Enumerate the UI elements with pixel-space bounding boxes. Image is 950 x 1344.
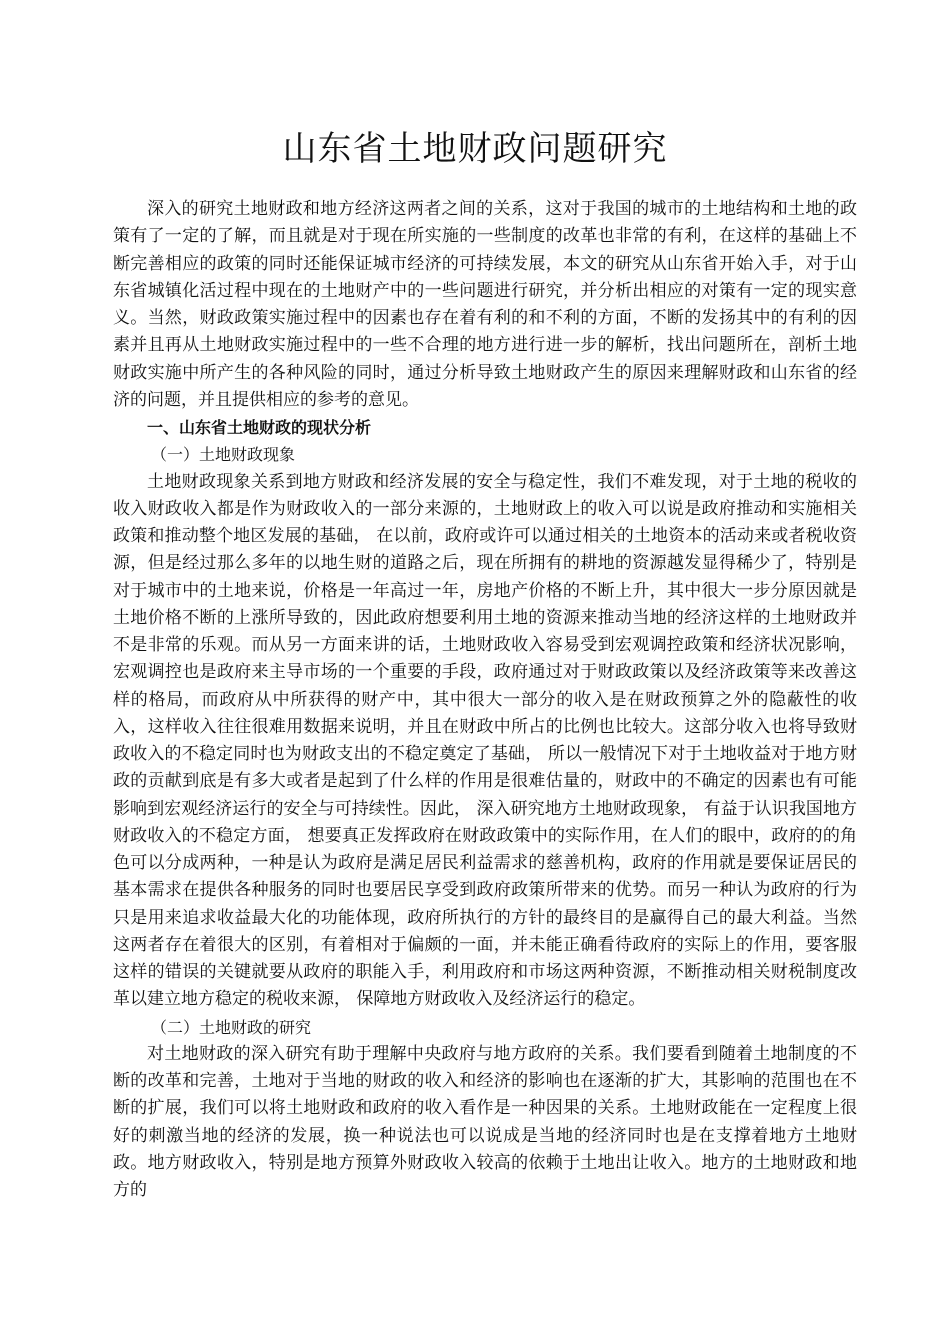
section-heading: 一、山东省土地财政的现状分析 [147, 418, 372, 437]
subsection-paragraph-2: 对土地财政的深入研究有助于理解中央政府与地方政府的关系。我们要看到随着土地制度的不断的改革和完善，土地对于当地的财政的收入和经济的影响也在逐渐的扩大，其影响的范围也在不断的扩展，我们可以将土地财政和政府的收入看作是一种因果的关系。土地财政能在一定程度上很好的刺激当地的经济的发展，换一种说法也可以说成是当地的经济同时也是在支撑着地方土地财政。地方财政收入，特别是地方预算外财政收入较高的依赖于土地出让收入。地方的土地财政和地方的 [113, 1043, 857, 1200]
document-body [113, 196, 857, 1204]
document-title: 山东省土地财政问题研究 [282, 129, 668, 169]
subsection-paragraph-1: 土地财政现象关系到地方财政和经济发展的安全与稳定性，我们不难发现，对于土地的税收的收入财政收入都是作为财政收入的一部分来源的，土地财政上的收入可以说是政府推动和实施相关政策和推动整个地区发展的基础， 在以前，政府或许可以通过相关的土地资本的活动来或者税收资源，但是经过那么多年的以地生财的道路之后，现在所拥有的耕地的资源越发显得稀少了，特别是对于城市中的土地来说，价格是一年高过一年，房地产价格的不断上升，其中很大一步分原因就是土地价格不断的上涨所导致的，因此政府想要利用土地的资源来推动当地的经济这样的土地财政并不是非常的乐观。而从另一方面来讲的话，土地财政收入容易受到宏观调控政策和经济状况影响， 宏观调控也是政府来主导市场的一个重要的手段，政府通过对于财政政策以及经济政策等来改善这样的格局，而政府从中所获得的财产中，其中很大一部分的收入是在财政预算之外的隐蔽性的收入，这样收入往往很难用数据来说明，并且在财政中所占的比例也比较大。这部分收入也将导致财政收入的不稳定同时也为财政支出的不稳定奠定了基础， 所以一般情况下对于土地收益对于地方财政的贡献到底是有多大或者是起到了什么样的作用是很难估量的，财政中的不确定的因素也有可能影响到宏观经济运行的安全与可持续性。因此， 深入研究地方土地财政现象， 有益于认识我国地方财政收入的不稳定方面， 想要真正发挥政府在财政政策中的实际作用，在人们的眼中，政府的的角色可以分成两种，一种是认为政府是满足居民利益需求的慈善机构，政府的作用就是要保证居民的基本需求在提供各种服务的同时也要居民享受到政府政策所带来的优势。而另一种认为政府的行为只是用来追求收益最大化的功能体现，政府所执行的方针的最终目的是赢得自己的最大利益。当然这两者存在着很大的区别，有着相对于偏颇的一面，并未能正确看待政府的实际上的作用，要客服这样的错误的关键就要从政府的职能入手，利用政府和市场这两种资源，不断推动相关财税制度改革以建立地方稳定的税收来源， 保障地方财政收入及经济运行的稳定。 [113, 471, 857, 1010]
intro-paragraph: 深入的研究土地财政和地方经济这两者之间的关系，这对于我国的城市的土地结构和土地的政策有了一定的了解，而且就是对于现在所实施的一些制度的改革也非常的有利，在这样的基础上不断完善相应的政策的同时还能保证城市经济的可持续发展，本文的研究从山东省开始入手，对于山东省城镇化活过程中现在的土地财产中的一些问题进行研究，并分析出相应的对策有一定的现实意义。当然，财政政策实施过程中的因素也存在着有利的和不利的方面，不断的发扬其中的有利的因素并且再从土地财政实施过程中的一些不合理的地方进行进一步的解析，找出问题所在，剖析土地财政实施中所产生的各种风险的同时，通过分析导致土地财政产生的原因来理解财政和山东省的经济的问题，并且提供相应的参考的意见。 [113, 199, 857, 410]
subsection-heading-1: （一）土地财政现象 [151, 445, 296, 465]
subsection-heading-2: （二）土地财政的研究 [151, 1017, 312, 1037]
